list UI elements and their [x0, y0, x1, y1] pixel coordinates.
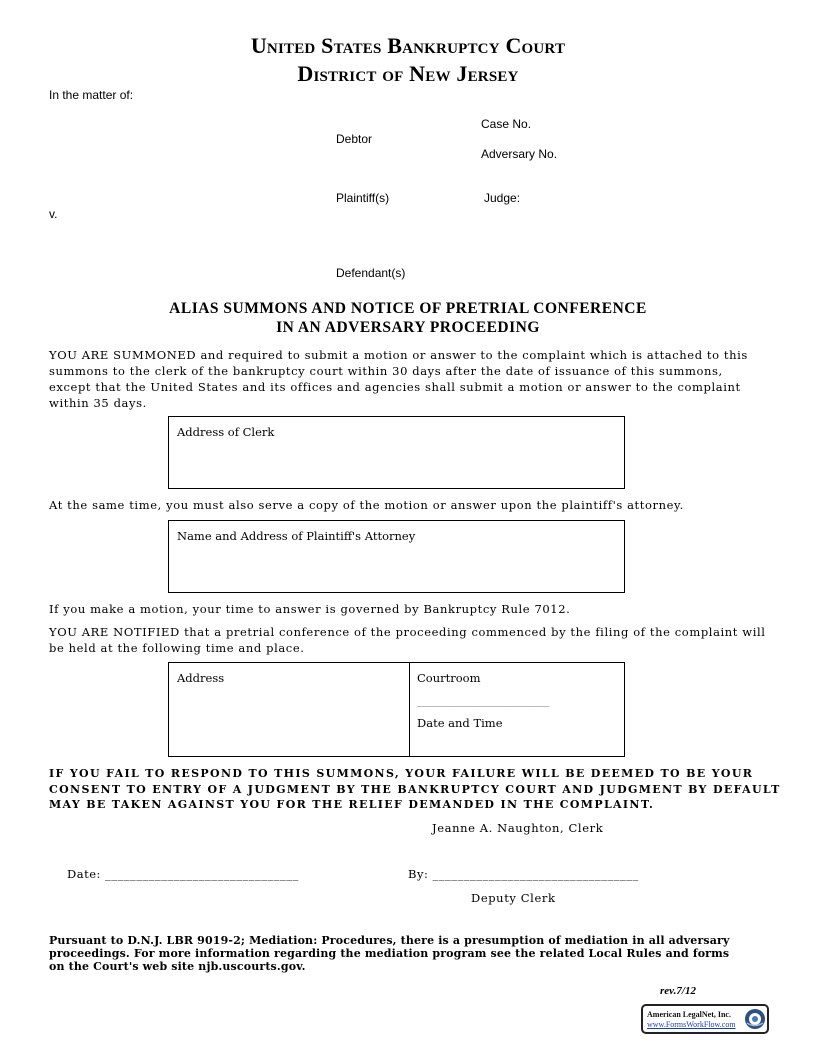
- case-no-label: Case No.: [481, 117, 532, 131]
- summoned-line: within 35 days.: [49, 396, 147, 410]
- date-time-label: Date and Time: [417, 716, 503, 730]
- motion-rule-paragraph: If you make a motion, your time to answer is governed by Bankruptcy Rule 7012.: [49, 602, 571, 616]
- courtroom-cell[interactable]: [409, 663, 624, 756]
- courtroom-line: _______________________: [417, 693, 550, 707]
- notified-line: be held at the following time and place.: [49, 641, 305, 655]
- clerk-address-label: Address of Clerk: [177, 425, 275, 439]
- mediation-line: Pursuant to D.N.J. LBR 9019-2; Mediation: Procedures, there is a presumption of mediation in all adversary: [49, 934, 730, 947]
- summoned-line: summons to the clerk of the bankruptcy court within 30 days after the date of issuance of this summons,: [49, 364, 723, 378]
- globe-icon: [744, 1008, 766, 1030]
- logo-website: www.FormsWorkFlow.com: [647, 1020, 736, 1029]
- adversary-no-label: Adversary No.: [481, 147, 558, 161]
- defendants-label: Defendant(s): [336, 266, 406, 280]
- plaintiff-attorney-label: Name and Address of Plaintiff's Attorney: [177, 529, 416, 543]
- default-warning: [49, 766, 781, 813]
- mediation-line: proceedings. For more information regarding the mediation program see the related Local Rules and forms: [49, 947, 730, 960]
- logo-company-name: American LegalNet, Inc.: [647, 1010, 731, 1019]
- clerk-name: Jeanne A. Naughton, Clerk: [432, 821, 604, 835]
- address-cell[interactable]: [168, 662, 410, 757]
- debtor-label: Debtor: [336, 132, 373, 146]
- courtroom-label: Courtroom: [417, 671, 481, 685]
- in-the-matter-label: In the matter of:: [49, 88, 134, 102]
- by-field[interactable]: By: _________________________________: [408, 867, 639, 881]
- document-title-line2: IN AN ADVERSARY PROCEEDING: [276, 319, 540, 336]
- warning-line: CONSENT TO ENTRY OF A JUDGMENT BY THE BANKRUPTCY COURT AND JUDGMENT BY DEFAULT: [49, 782, 781, 796]
- document-title-line1: ALIAS SUMMONS AND NOTICE OF PRETRIAL CONFERENCE: [169, 300, 647, 317]
- court-name-line2: District of New Jersey: [297, 61, 519, 86]
- summoned-line: YOU ARE SUMMONED and required to submit a motion or answer to the complaint which is attached to this: [49, 348, 748, 362]
- notified-line: YOU ARE NOTIFIED that a pretrial conference of the proceeding commenced by the filing of the complaint will: [49, 625, 766, 639]
- deputy-clerk-label: Deputy Clerk: [471, 891, 556, 905]
- summoned-paragraph: [49, 347, 789, 411]
- serve-copy-paragraph: At the same time, you must also serve a copy of the motion or answer upon the plaintiff's attorney.: [49, 498, 684, 512]
- notified-paragraph: [49, 624, 789, 656]
- plaintiff-attorney-box[interactable]: [168, 520, 625, 593]
- court-name-line1: United States Bankruptcy Court: [250, 33, 566, 58]
- mediation-notice: [49, 934, 730, 973]
- address-label: Address: [177, 671, 225, 685]
- conference-box: [168, 662, 625, 757]
- clerk-address-box[interactable]: [168, 416, 625, 489]
- mediation-line: on the Court's web site njb.uscourts.gov.: [49, 960, 306, 973]
- form-revision-code: rev.7/12: [660, 985, 696, 997]
- judge-label: Judge:: [484, 191, 521, 205]
- summoned-line: except that the United States and its offices and agencies shall submit a motion or answer to the complaint: [49, 380, 741, 394]
- warning-line: IF YOU FAIL TO RESPOND TO THIS SUMMONS, YOUR FAILURE WILL BE DEEMED TO BE YOUR: [49, 767, 754, 780]
- date-field[interactable]: Date: _______________________________: [67, 867, 299, 881]
- versus-label: v.: [49, 207, 58, 221]
- american-legalnet-logo[interactable]: [641, 1004, 769, 1034]
- plaintiffs-label: Plaintiff(s): [336, 191, 390, 205]
- warning-line: MAY BE TAKEN AGAINST YOU FOR THE RELIEF DEMANDED IN THE COMPLAINT.: [49, 798, 655, 811]
